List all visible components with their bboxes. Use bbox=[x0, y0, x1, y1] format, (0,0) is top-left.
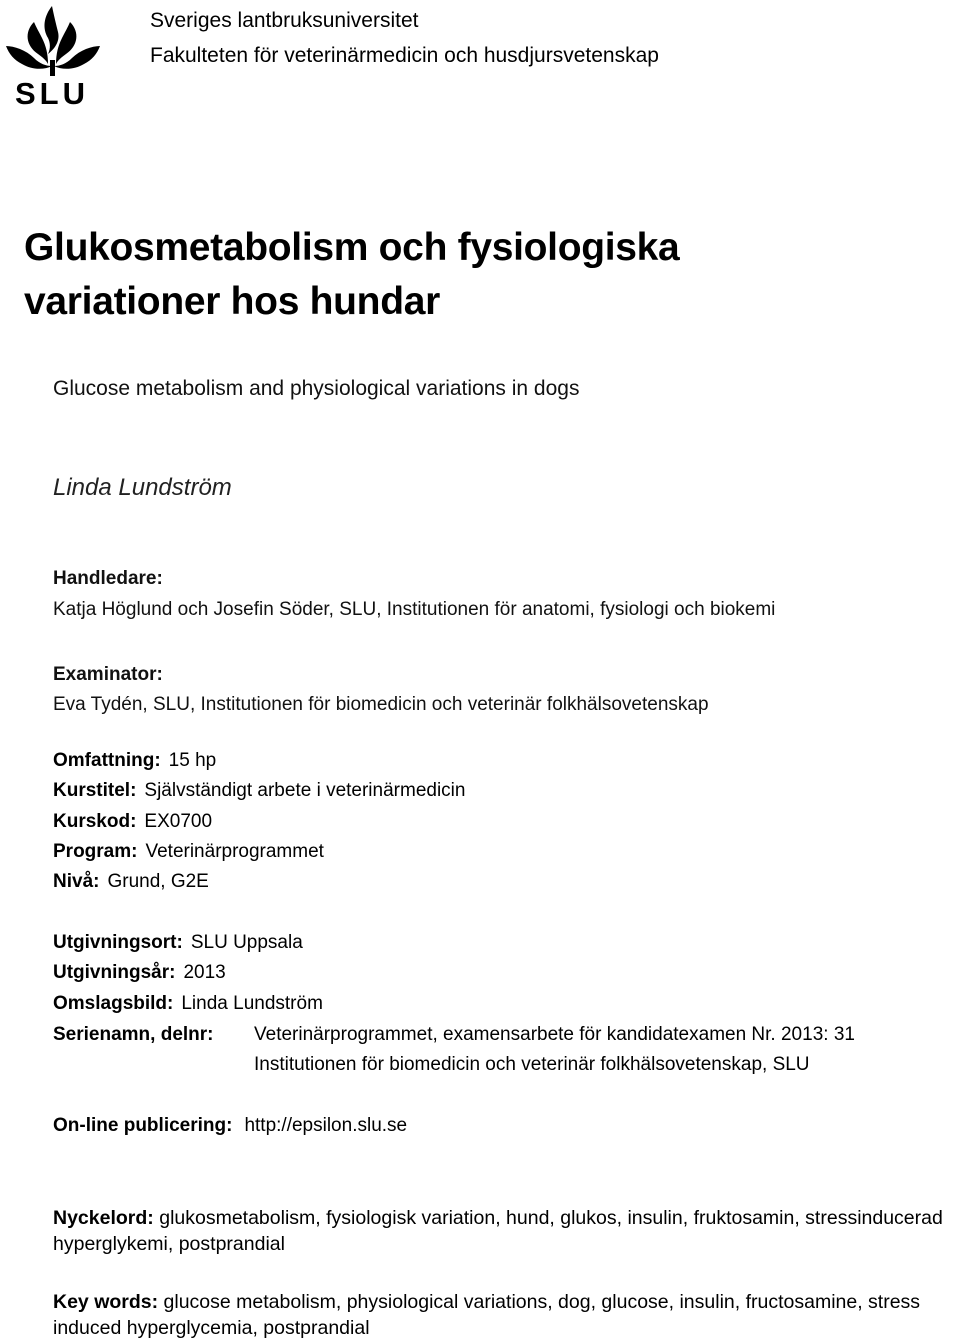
keywords-english bbox=[53, 1289, 958, 1341]
program-label: Program: bbox=[53, 841, 138, 862]
program-field bbox=[53, 841, 324, 863]
series-label: Serienamn, delnr: bbox=[53, 1024, 214, 1045]
level-field bbox=[53, 871, 209, 893]
course-title-value: Självständigt arbete i veterinärmedicin bbox=[144, 780, 466, 801]
course-code-value: EX0700 bbox=[144, 811, 213, 832]
svg-text:SLU: SLU bbox=[15, 76, 89, 106]
title-line-2: variationer hos hundar bbox=[24, 280, 440, 323]
publication-place-value: SLU Uppsala bbox=[190, 932, 303, 953]
publication-place-label: Utgivningsort: bbox=[53, 932, 183, 953]
publication-year-label: Utgivningsår: bbox=[53, 962, 176, 983]
keywords-english-value: glucose metabolism, physiological variations, dog, glucose, insulin, fructosamine, stress induced hyperglycemia, postprandial bbox=[53, 1291, 921, 1339]
english-subtitle: Glucose metabolism and physiological variations in dogs bbox=[53, 377, 580, 400]
course-title-label: Kurstitel: bbox=[53, 780, 137, 801]
cover-image-label: Omslagsbild: bbox=[53, 993, 174, 1014]
series-value-line-1: Veterinärprogrammet, examensarbete för kandidatexamen Nr. 2013: 31 bbox=[254, 1024, 855, 1045]
keywords-swedish-label: Nyckelord: bbox=[53, 1207, 154, 1229]
course-code-label: Kurskod: bbox=[53, 811, 137, 832]
keywords-swedish-value: glukosmetabolism, fysiologisk variation, hund, glukos, insulin, fruktosamin, stressinducerad hyperglykemi, postprandial bbox=[53, 1207, 943, 1255]
scope-field bbox=[53, 750, 216, 772]
slu-leaf-icon bbox=[4, 2, 104, 106]
keywords-english-label: Key words: bbox=[53, 1291, 159, 1313]
scope-label: Omfattning: bbox=[53, 750, 161, 771]
cover-image-value: Linda Lundström bbox=[181, 993, 323, 1014]
level-value: Grund, G2E bbox=[107, 871, 209, 892]
examiner-value: Eva Tydén, SLU, Institutionen för biomedicin och veterinär folkhälsovetenskap bbox=[53, 694, 709, 715]
publication-year-value: 2013 bbox=[183, 962, 226, 983]
supervisor-value: Katja Höglund och Josefin Söder, SLU, Institutionen för anatomi, fysiologi och biokemi bbox=[53, 599, 776, 620]
online-publication-field bbox=[53, 1115, 407, 1137]
author-name: Linda Lundström bbox=[53, 474, 232, 501]
program-value: Veterinärprogrammet bbox=[145, 841, 324, 862]
level-label: Nivå: bbox=[53, 871, 100, 892]
supervisor-label: Handledare: bbox=[53, 568, 163, 589]
faculty-name: Fakulteten för veterinärmedicin och husdjursvetenskap bbox=[150, 44, 659, 67]
course-title-field bbox=[53, 780, 465, 802]
series-field bbox=[53, 1024, 214, 1046]
publication-place-field bbox=[53, 932, 303, 954]
series-value-line-2: Institutionen för biomedicin och veterinär folkhälsovetenskap, SLU bbox=[254, 1054, 810, 1075]
university-name: Sveriges lantbruksuniversitet bbox=[150, 9, 419, 32]
online-publication-label: On-line publicering: bbox=[53, 1115, 233, 1136]
online-publication-link[interactable]: http://epsilon.slu.se bbox=[244, 1115, 408, 1136]
course-code-field bbox=[53, 811, 212, 833]
scope-value: 15 hp bbox=[168, 750, 217, 771]
keywords-swedish bbox=[53, 1205, 953, 1257]
examiner-label: Examinator: bbox=[53, 664, 163, 685]
publication-year-field bbox=[53, 962, 226, 984]
title-line-1: Glukosmetabolism och fysiologiska bbox=[24, 226, 680, 269]
cover-image-field bbox=[53, 993, 323, 1015]
slu-logo bbox=[4, 2, 104, 106]
